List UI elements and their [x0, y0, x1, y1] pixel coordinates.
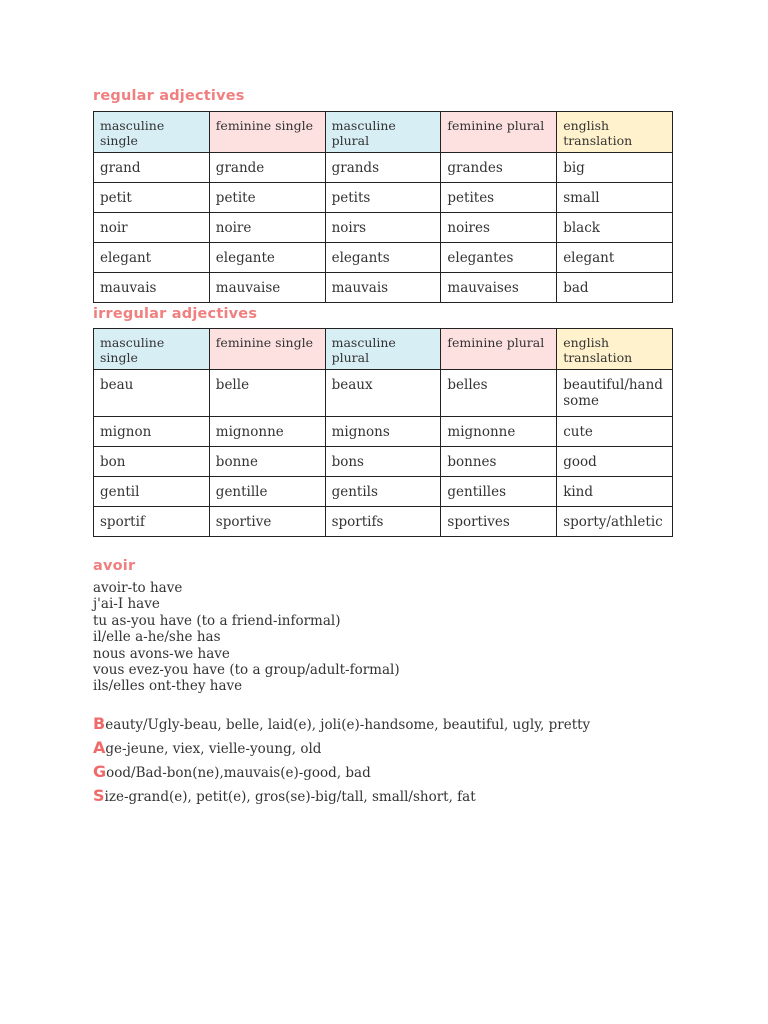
list-item: j'ai-I have	[93, 596, 160, 613]
table-cell: mauvaises	[441, 273, 557, 303]
table-cell: beau	[94, 370, 210, 417]
table-row	[94, 477, 673, 507]
table-cell: bon	[94, 447, 210, 477]
table-cell: grands	[325, 153, 441, 183]
avoir-heading: avoir	[93, 558, 136, 574]
table-row	[94, 243, 673, 273]
table-row	[94, 417, 673, 447]
table-row	[94, 370, 673, 417]
regular-adjectives-heading: regular adjectives	[93, 88, 245, 104]
header-feminine-plural: feminine plural	[441, 112, 557, 153]
list-item: nous avons-we have	[93, 645, 230, 662]
table-cell: sportives	[441, 507, 557, 537]
table-cell: beaux	[325, 370, 441, 417]
table-cell: mignonne	[441, 417, 557, 447]
list-item	[93, 785, 590, 809]
table-cell: black	[557, 213, 673, 243]
table-cell: sportive	[209, 507, 325, 537]
header-masculine-plural: masculine plural	[325, 329, 441, 370]
list-item: ils/elles ont-they have	[93, 678, 243, 695]
table-row	[94, 183, 673, 213]
table-cell: elegante	[209, 243, 325, 273]
table-cell: elegant	[94, 243, 210, 273]
irregular-adjectives-heading: irregular adjectives	[93, 306, 258, 322]
table-cell: elegant	[557, 243, 673, 273]
header-masculine-single: masculine single	[94, 329, 210, 370]
table-cell: cute	[557, 417, 673, 447]
bags-initial: A	[93, 738, 106, 757]
table-cell: beautiful/handsome	[557, 370, 673, 417]
list-item	[93, 737, 590, 761]
regular-adjectives-table	[93, 111, 673, 303]
table-cell: noir	[94, 213, 210, 243]
table-cell: belles	[441, 370, 557, 417]
header-feminine-single: feminine single	[209, 329, 325, 370]
table-cell: bonnes	[441, 447, 557, 477]
table-row	[94, 153, 673, 183]
table-cell: mignons	[325, 417, 441, 447]
table-row	[94, 447, 673, 477]
table-cell: sportifs	[325, 507, 441, 537]
table-row	[94, 213, 673, 243]
table-cell: grande	[209, 153, 325, 183]
irregular-adjectives-table	[93, 328, 673, 537]
bags-initial: S	[93, 786, 105, 805]
table-cell: petite	[209, 183, 325, 213]
table-cell: petites	[441, 183, 557, 213]
bags-list	[93, 713, 590, 809]
table-cell: petit	[94, 183, 210, 213]
table-cell: belle	[209, 370, 325, 417]
table-cell: bad	[557, 273, 673, 303]
bags-text: ize-grand(e), petit(e), gros(se)-big/tall, small/short, fat	[104, 789, 476, 805]
list-item	[93, 761, 590, 785]
table-cell: good	[557, 447, 673, 477]
table-cell: petits	[325, 183, 441, 213]
header-feminine-plural: feminine plural	[441, 329, 557, 370]
table-header-row	[94, 329, 673, 370]
header-feminine-single: feminine single	[209, 112, 325, 153]
table-cell: elegants	[325, 243, 441, 273]
table-cell: small	[557, 183, 673, 213]
table-cell: mignonne	[209, 417, 325, 447]
header-english-translation: english translation	[557, 112, 673, 153]
table-cell: mignon	[94, 417, 210, 447]
header-masculine-single: masculine single	[94, 112, 210, 153]
list-item: il/elle a-he/she has	[93, 629, 221, 646]
bags-text: eauty/Ugly-beau, belle, laid(e), joli(e)-handsome, beautiful, ugly, pretty	[105, 717, 591, 733]
table-cell: grandes	[441, 153, 557, 183]
table-cell: kind	[557, 477, 673, 507]
table-cell: mauvais	[325, 273, 441, 303]
table-cell: mauvais	[94, 273, 210, 303]
table-cell: bons	[325, 447, 441, 477]
table-cell: noire	[209, 213, 325, 243]
table-cell: gentils	[325, 477, 441, 507]
table-cell: grand	[94, 153, 210, 183]
table-cell: gentilles	[441, 477, 557, 507]
table-cell: noirs	[325, 213, 441, 243]
table-cell: big	[557, 153, 673, 183]
list-item: tu as-you have (to a friend-informal)	[93, 612, 341, 629]
list-item: avoir-to have	[93, 580, 183, 596]
table-cell: sportif	[94, 507, 210, 537]
header-masculine-plural: masculine plural	[325, 112, 441, 153]
bags-initial: G	[93, 762, 107, 781]
table-cell: mauvaise	[209, 273, 325, 303]
table-cell: sporty/athletic	[557, 507, 673, 537]
bags-text: ge-jeune, viex, vielle-young, old	[105, 741, 322, 757]
table-row	[94, 273, 673, 303]
table-cell: gentille	[209, 477, 325, 507]
list-item: vous evez-you have (to a group/adult-formal)	[93, 662, 400, 679]
table-cell: elegantes	[441, 243, 557, 273]
avoir-conjugation-list	[93, 580, 400, 695]
table-row	[94, 507, 673, 537]
table-header-row	[94, 112, 673, 153]
list-item	[93, 713, 590, 737]
header-english-translation: english translation	[557, 329, 673, 370]
table-cell: bonne	[209, 447, 325, 477]
table-cell: gentil	[94, 477, 210, 507]
table-cell: noires	[441, 213, 557, 243]
bags-initial: B	[93, 714, 106, 733]
bags-text: ood/Bad-bon(ne),mauvais(e)-good, bad	[106, 765, 371, 781]
